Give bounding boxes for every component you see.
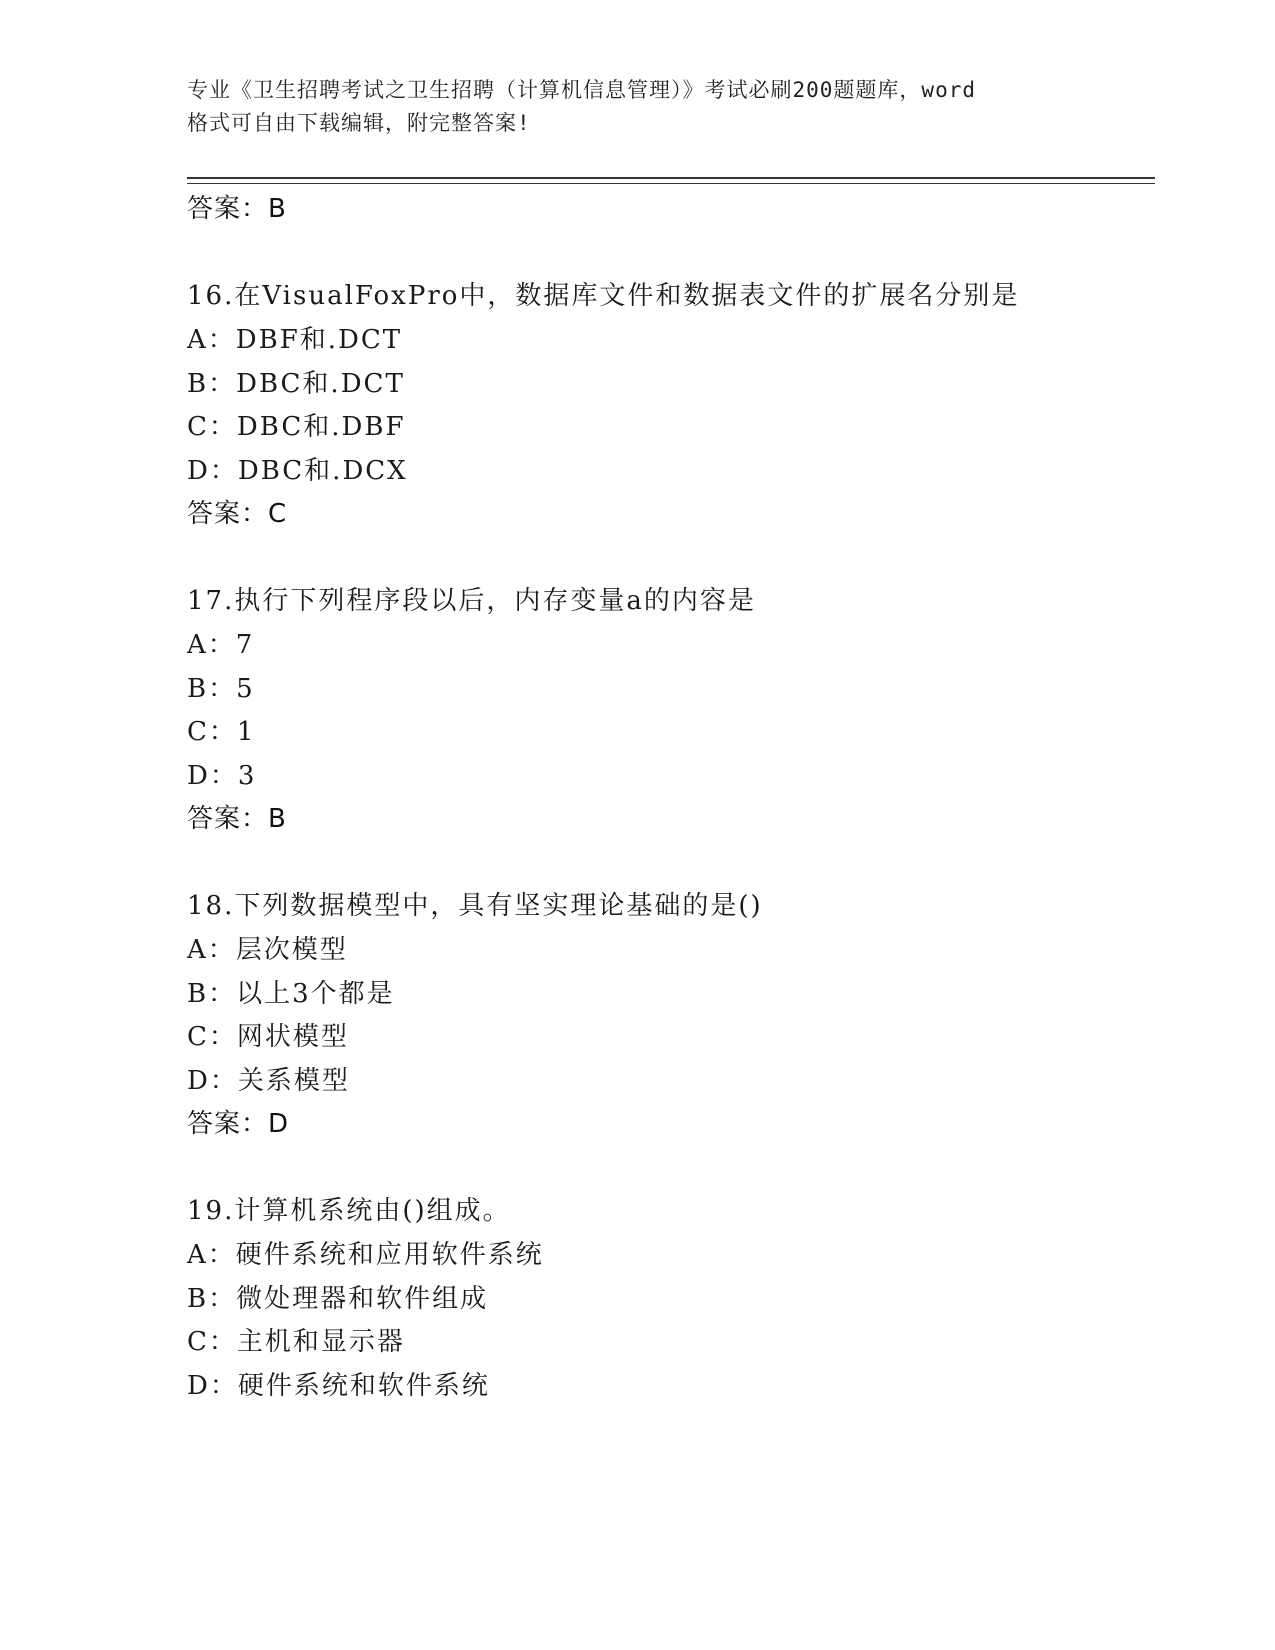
question-19-stem: 19.计算机系统由()组成。 (187, 1196, 511, 1226)
question-17-option-b: B：5 (187, 674, 255, 704)
answer-previous: 答案：B (187, 194, 287, 224)
question-16-option-a: A：DBF和.DCT (187, 325, 403, 355)
question-19-option-b: B：微处理器和软件组成 (187, 1284, 489, 1314)
question-16-answer: 答案：C (187, 499, 288, 529)
question-17-option-d: D：3 (187, 761, 257, 791)
question-17-option-a: A：7 (187, 630, 255, 660)
question-18-option-b: B：以上3个都是 (187, 979, 395, 1009)
question-18-answer: 答案：D (187, 1109, 290, 1139)
question-18-option-a: A：层次模型 (187, 935, 348, 965)
question-16-option-d: D：DBC和.DCX (187, 456, 408, 486)
header-line-1: 专业《卫生招聘考试之卫生招聘（计算机信息管理）》考试必刷200题题库，word (187, 78, 976, 102)
question-16-option-b: B：DBC和.DCT (187, 369, 405, 399)
header-line-2: 格式可自由下载编辑，附完整答案! (187, 111, 531, 135)
question-17-stem: 17.执行下列程序段以后，内存变量a的内容是 (187, 586, 756, 616)
question-16-option-c: C：DBC和.DBF (187, 412, 406, 442)
question-17-option-c: C：1 (187, 717, 256, 747)
question-18-option-d: D：关系模型 (187, 1066, 350, 1096)
question-16-stem: 16.在VisualFoxPro中，数据库文件和数据表文件的扩展名分别是 (187, 281, 1020, 311)
header-rule-thin (187, 183, 1155, 184)
question-18-option-c: C：网状模型 (187, 1022, 349, 1052)
question-19-option-c: C：主机和显示器 (187, 1327, 405, 1357)
document-header (187, 74, 1087, 140)
question-19-option-d: D：硬件系统和软件系统 (187, 1371, 490, 1401)
question-19-option-a: A：硬件系统和应用软件系统 (187, 1240, 544, 1270)
question-17-answer: 答案：B (187, 804, 287, 834)
question-18-stem: 18.下列数据模型中，具有坚实理论基础的是() (187, 891, 763, 921)
header-rule-thick (187, 177, 1155, 179)
